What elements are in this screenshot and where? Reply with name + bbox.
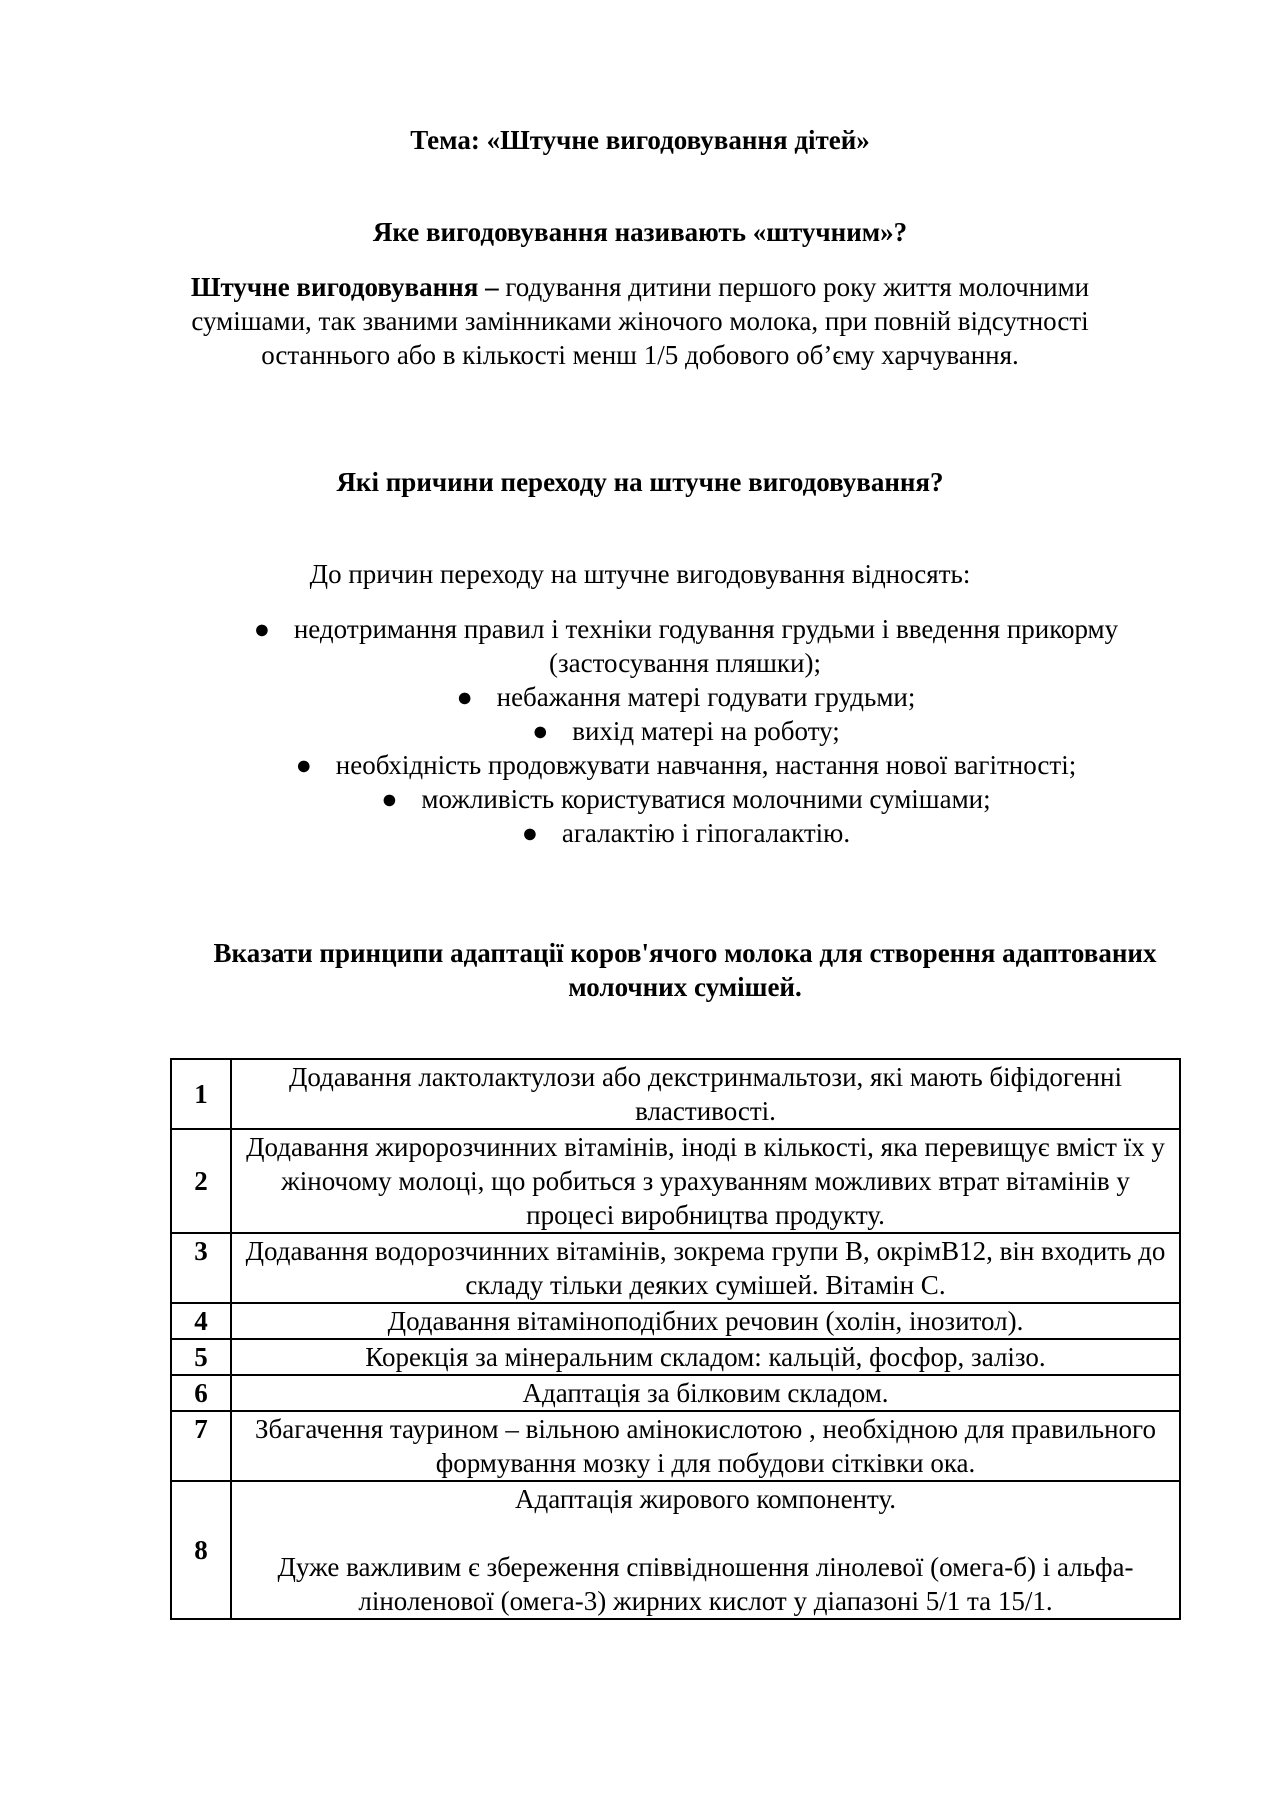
list-item: ● недотримання правил і техніки годування грудьми і введення прикорму (застосування пляшки); (253, 614, 1119, 678)
list-item: ● агалактію і гіпогалактію. (521, 818, 851, 848)
row-number: 3 (171, 1233, 231, 1303)
list-item: ● необхідність продовжувати навчання, настання нової вагітності; (295, 750, 1077, 780)
row-text: Корекція за мінеральним складом: кальцій, фосфор, залізо. (231, 1339, 1180, 1375)
row-number: 8 (171, 1481, 231, 1619)
bullet-icon: ● (381, 784, 398, 814)
table-row (171, 1129, 1180, 1233)
list-item: ● можливість користуватися молочними сумішами; (381, 784, 991, 814)
question-heading-3: Вказати принципи адаптації коров'ячого молока для створення адаптованих молочних сумішей. (213, 938, 1157, 1002)
question-heading-2: Які причини переходу на штучне вигодовування? (336, 467, 944, 497)
table-row (171, 1233, 1180, 1303)
row-text: Збагачення таурином – вільною амінокислотою , необхідною для правильного формування мозку і для побудови сітківки ока. (231, 1411, 1180, 1481)
page-title: Тема: «Штучне вигодовування дітей» (410, 125, 870, 155)
row-text: Додавання лактолактулози або декстринмальтози, які мають біфідогенні властивості. (231, 1059, 1180, 1129)
question-heading-1: Яке вигодовування називають «штучним»? (372, 217, 908, 247)
row-number: 1 (171, 1059, 231, 1129)
row-number: 7 (171, 1411, 231, 1481)
row-text: Додавання жиророзчинних вітамінів, іноді в кількості, яка перевищує вміст їх у жіночому молоці, що робиться з урахуванням можливих втрат вітамінів у процесі виробництва продукту. (231, 1129, 1180, 1233)
table-row (171, 1411, 1180, 1481)
spacer (238, 1516, 1173, 1550)
row-number: 2 (171, 1129, 231, 1233)
principles-table (170, 1058, 1181, 1620)
bullet-icon: ● (253, 614, 271, 644)
table-row (171, 1303, 1180, 1339)
definition-text: годування дитини першого року життя молочними сумішами, так званими замінниками жіночого молока, при повній відсутності останнього або в кількості менш 1/5 добового об’єму харчування. (191, 272, 1090, 370)
list-item: ● вихід матері на роботу; (532, 716, 840, 746)
bullet-icon: ● (521, 818, 539, 848)
bullet-icon: ● (456, 682, 473, 712)
row-number: 5 (171, 1339, 231, 1375)
reasons-intro: До причин переходу на штучне вигодовування відносять: (309, 559, 971, 589)
row-text: Адаптація за білковим складом. (231, 1375, 1180, 1411)
definition-term: Штучне вигодовування – (190, 272, 499, 302)
bullet-icon: ● (295, 750, 312, 780)
row-text: Додавання водорозчинних вітамінів, зокрема групи В, окрімВ12, він входить до складу тільки деяких сумішей. Вітамін С. (231, 1233, 1180, 1303)
list-item: ● небажання матері годувати грудьми; (456, 682, 916, 712)
row-text: Додавання вітаміноподібних речовин (холін, інозитол). (231, 1303, 1180, 1339)
row-number: 4 (171, 1303, 231, 1339)
bullet-icon: ● (532, 716, 549, 746)
row-text: Адаптація жирового компоненту. (514, 1484, 896, 1514)
row-number: 6 (171, 1375, 231, 1411)
definition-paragraph (170, 270, 1110, 372)
table-row (171, 1375, 1180, 1411)
row-text-cell (231, 1481, 1180, 1619)
table-row (171, 1339, 1180, 1375)
reasons-list (200, 612, 1170, 850)
table-row (171, 1481, 1180, 1619)
table-row (171, 1059, 1180, 1129)
row-note: Дуже важливим є збереження співвідношення лінолевої (омега-б) і альфа-ліноленової (омега-3) жирних кислот у діапазоні 5/1 та 15/1. (277, 1552, 1134, 1616)
